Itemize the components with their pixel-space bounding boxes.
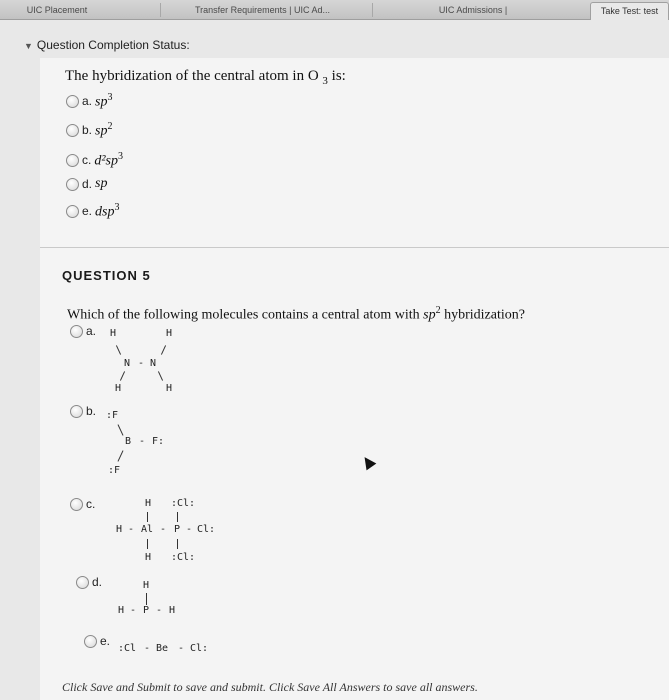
atom-h: H bbox=[143, 580, 150, 591]
question-5-text-end: hybridization? bbox=[444, 307, 525, 323]
radio-button[interactable] bbox=[66, 154, 79, 167]
bond bbox=[177, 539, 178, 549]
option-letter: e. bbox=[82, 204, 93, 219]
option-answer bbox=[95, 92, 112, 111]
bond-dash: - bbox=[156, 605, 163, 616]
atom-al: Al bbox=[141, 524, 154, 535]
atom-cl: :Cl: bbox=[171, 498, 196, 509]
question-text bbox=[65, 68, 346, 87]
atom-cl: Cl: bbox=[197, 524, 216, 535]
radio-button[interactable] bbox=[70, 405, 83, 418]
radio-button[interactable] bbox=[76, 576, 89, 589]
option-e[interactable] bbox=[66, 202, 119, 221]
question-5-text-main: Which of the following molecules contains a central atom with bbox=[67, 307, 420, 323]
bond-dash: - bbox=[186, 524, 193, 535]
option-base: dsp bbox=[95, 204, 115, 220]
radio-button[interactable] bbox=[66, 178, 79, 191]
option-base: sp bbox=[95, 123, 108, 139]
superscript: 2 bbox=[435, 305, 441, 316]
option-superscript: 3 bbox=[114, 202, 120, 213]
option-letter: d. bbox=[82, 177, 93, 191]
atom-n: N bbox=[124, 358, 131, 369]
atom-f: :F bbox=[108, 465, 121, 476]
option-a[interactable] bbox=[70, 324, 99, 338]
status-label: Question Completion Status: bbox=[36, 38, 190, 52]
option-b[interactable] bbox=[66, 121, 112, 140]
option-answer bbox=[94, 151, 123, 170]
question-text-main: The hybridization of the central atom in O bbox=[65, 68, 319, 84]
tab-uic-placement[interactable]: UIC Placement bbox=[26, 5, 88, 15]
option-e[interactable] bbox=[84, 634, 113, 648]
option-letter: a. bbox=[82, 94, 93, 109]
option-answer bbox=[95, 202, 119, 221]
bond bbox=[177, 512, 178, 522]
atom-h: H bbox=[169, 605, 176, 616]
option-letter: e. bbox=[100, 634, 111, 648]
tab-separator bbox=[372, 3, 373, 17]
option-d[interactable] bbox=[76, 575, 105, 589]
tab-separator bbox=[160, 3, 161, 17]
option-base: sp bbox=[95, 176, 108, 191]
browser-tab-bar bbox=[0, 0, 669, 20]
atom-h: H bbox=[116, 524, 123, 535]
radio-button[interactable] bbox=[66, 95, 79, 108]
atom-h: H bbox=[166, 328, 173, 339]
question-5-text bbox=[67, 305, 525, 324]
option-letter: b. bbox=[86, 404, 97, 418]
atom-cl: :Cl: bbox=[171, 552, 196, 563]
question-panel bbox=[40, 58, 669, 700]
option-d[interactable] bbox=[66, 176, 107, 192]
atom-h: H bbox=[145, 498, 152, 509]
radio-button[interactable] bbox=[70, 325, 83, 338]
option-letter: a. bbox=[86, 324, 97, 338]
atom-h: H bbox=[110, 328, 117, 339]
option-superscript: 3 bbox=[118, 151, 123, 162]
sp-term: sp bbox=[423, 307, 436, 323]
atom-p: P bbox=[143, 605, 150, 616]
tab-uic-admissions[interactable]: UIC Admissions | bbox=[438, 5, 508, 15]
atom-h: H bbox=[115, 383, 122, 394]
option-answer bbox=[95, 176, 107, 192]
option-letter: c. bbox=[86, 497, 96, 511]
option-a[interactable] bbox=[66, 92, 112, 111]
radio-button[interactable] bbox=[84, 635, 97, 648]
option-letter: d. bbox=[92, 575, 103, 589]
atom-f: :F bbox=[106, 410, 119, 421]
radio-button[interactable] bbox=[66, 124, 79, 137]
option-letter: b. bbox=[82, 123, 93, 138]
question-text-end: is: bbox=[331, 68, 346, 84]
option-base: sp bbox=[95, 94, 108, 110]
bond-dash: - bbox=[128, 524, 135, 535]
radio-button[interactable] bbox=[66, 205, 79, 218]
save-instructions: Click Save and Submit to save and submit. Click Save All Answers to save all answers. bbox=[62, 680, 478, 694]
option-superscript: 2 bbox=[107, 121, 113, 132]
atom-f: F: bbox=[152, 436, 165, 447]
bond-dash: - bbox=[144, 643, 151, 654]
atom-cl: :Cl bbox=[118, 643, 137, 654]
atom-n: N bbox=[150, 358, 157, 369]
bond bbox=[146, 593, 147, 605]
option-c[interactable] bbox=[70, 497, 98, 511]
atom-be: Be bbox=[156, 643, 169, 654]
bond bbox=[147, 512, 148, 522]
expand-triangle-icon[interactable]: ▼ bbox=[24, 41, 33, 51]
question-5-heading: QUESTION 5 bbox=[62, 268, 151, 283]
atom-cl: Cl: bbox=[190, 643, 209, 654]
option-letter: c. bbox=[82, 153, 92, 168]
bond bbox=[147, 539, 148, 549]
bond-dash: - bbox=[160, 524, 167, 535]
question-divider bbox=[40, 247, 669, 248]
bond-dash: - bbox=[139, 436, 146, 447]
atom-p: P bbox=[174, 524, 181, 535]
option-base: d²sp bbox=[94, 153, 118, 169]
tab-take-test[interactable]: Take Test: test bbox=[590, 2, 669, 20]
bond-dash: - bbox=[130, 605, 137, 616]
option-b[interactable] bbox=[70, 404, 99, 418]
option-superscript: 3 bbox=[107, 92, 113, 103]
radio-button[interactable] bbox=[70, 498, 83, 511]
option-answer bbox=[95, 121, 112, 140]
atom-h: H bbox=[145, 552, 152, 563]
subscript: 3 bbox=[322, 75, 328, 87]
atom-h: H bbox=[166, 383, 173, 394]
tab-transfer-requirements[interactable]: Transfer Requirements | UIC Ad... bbox=[194, 5, 331, 15]
bond-dash: - bbox=[138, 358, 145, 369]
atom-b: B bbox=[125, 436, 132, 447]
question-completion-status[interactable] bbox=[24, 30, 664, 60]
bond-dash: - bbox=[178, 643, 185, 654]
option-c[interactable] bbox=[66, 151, 123, 170]
atom-h: H bbox=[118, 605, 125, 616]
